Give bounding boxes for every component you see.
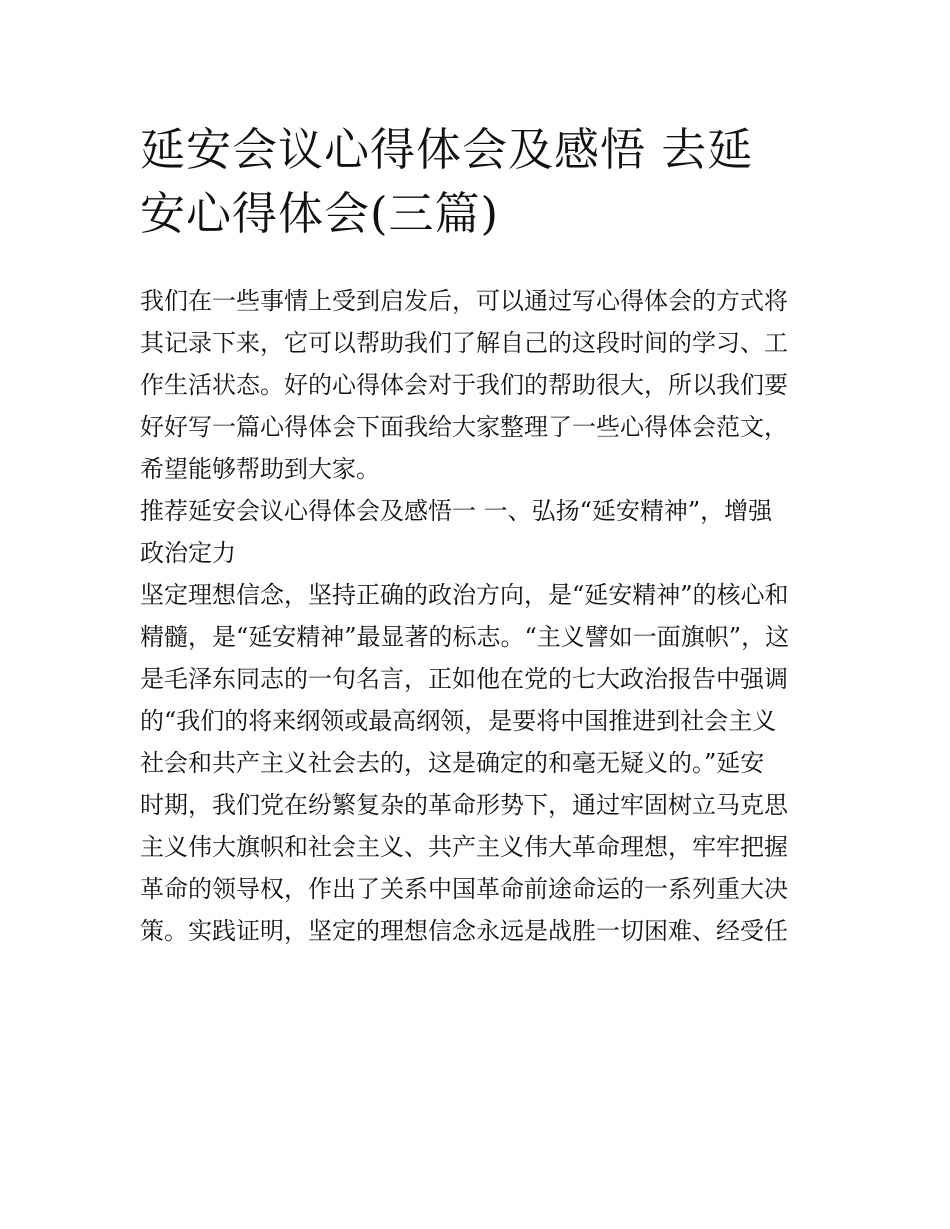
document-body: [140, 280, 820, 952]
section-heading-paragraph: 推荐延安会议心得体会及感悟一 一、弘扬“延安精神”，增强 政治定力: [140, 497, 773, 567]
document-title: 延安会议心得体会及感悟 去延 安心得体会(三篇): [140, 123, 754, 240]
body-paragraph: 坚定理想信念，坚持正确的政治方向，是“延安精神”的核心和 精髓，是“延安精神”最显著的标志。“主义譬如一面旗帜”，这 是毛泽东同志的一句名言，正如他在党的七大政治报告中强调 的“我们的将来纲领或最高纲领，是要将中国推进到社会主义 社会和共产主义社会去的，这是确定的和毫无疑义的。”延安 时期，我们党在纷繁复杂的革命形势下，通过牢固树立马克思 主义伟大旗帜和社会主义、共产主义伟大革命理想，牢牢把握 革命的领导权，作出了关系中国革命前途命运的一系列重大决 策。实践证明，坚定的理想信念永远是战胜一切困难、经受任: [140, 581, 790, 945]
intro-paragraph: 我们在一些事情上受到启发后，可以通过写心得体会的方式将 其记录下来，它可以帮助我们了解自己的这段时间的学习、工 作生活状态。好的心得体会对于我们的帮助很大，所以我们要 好好写一篇心得体会下面我给大家整理了一些心得体会范文， 希望能够帮助到大家。: [140, 287, 788, 483]
